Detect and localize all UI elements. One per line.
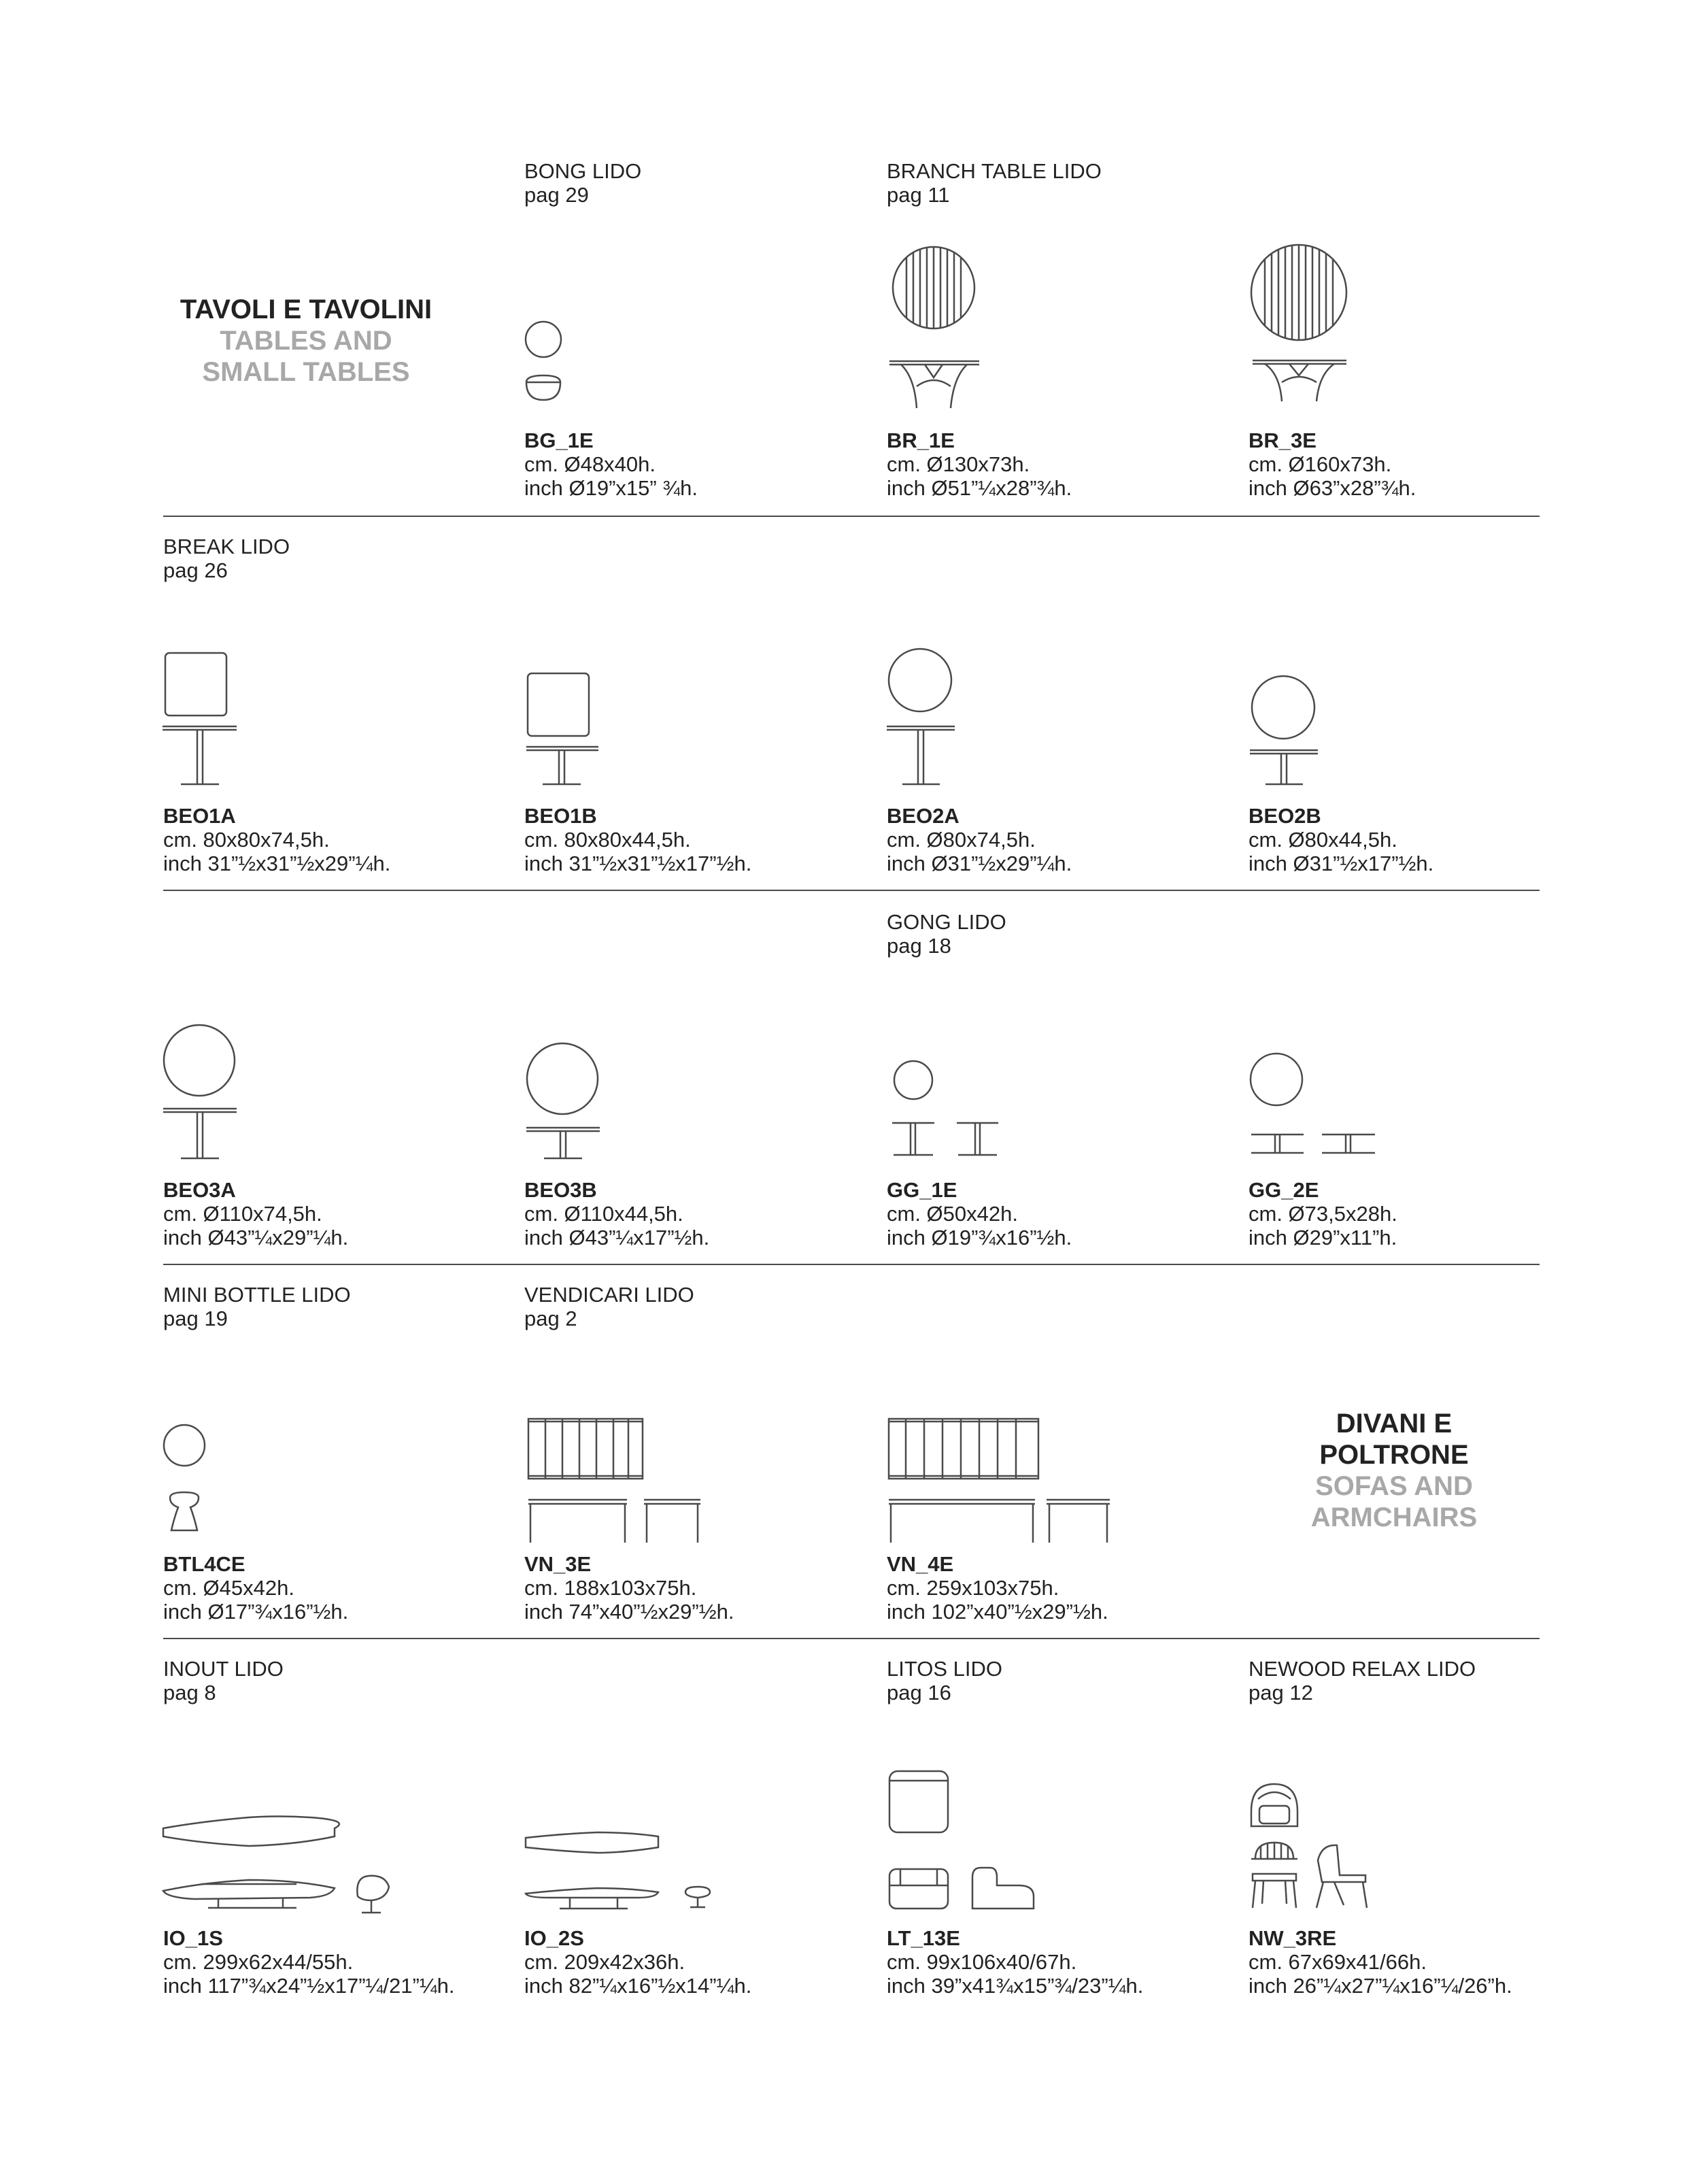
nw3re-drawing [1246,1779,1375,1918]
io2s-drawing [522,1830,726,1918]
product-inch-beo3a: inch Ø43”¼x29”¼h. [163,1226,349,1249]
product-cm-br1e: cm. Ø130x73h. [887,452,1030,476]
product-inch-lt13e: inch 39”x41¾x15”¾/23”¼h. [887,1974,1144,1998]
br1e-drawing [884,238,1006,422]
collection-page-branch: pag 11 [887,183,950,207]
product-cm-beo3b: cm. Ø110x44,5h. [524,1202,683,1226]
collection-name-litos: LITOS LIDO [887,1657,1002,1681]
collection-page-break: pag 26 [163,558,228,582]
heading-sofas-en-2: ARMCHAIRS [1310,1502,1478,1532]
product-inch-beo2a: inch Ø31”½x29”¼h. [887,852,1072,875]
collection-name-vendicari: VENDICARI LIDO [524,1283,694,1307]
product-code-io2s: IO_2S [524,1926,584,1950]
product-cm-beo3a: cm. Ø110x74,5h. [163,1202,322,1226]
product-code-br1e: BR_1E [887,429,955,452]
product-inch-br1e: inch Ø51”¼x28”¾h. [887,476,1072,500]
collection-name-break: BREAK LIDO [163,535,290,558]
product-cm-beo1b: cm. 80x80x44,5h. [524,828,691,852]
product-cm-gg2e: cm. Ø73,5x28h. [1249,1202,1397,1226]
collection-page-gong: pag 18 [887,934,951,958]
product-cm-gg1e: cm. Ø50x42h. [887,1202,1018,1226]
divider-1 [163,516,1540,517]
product-inch-gg1e: inch Ø19”¾x16”½h. [887,1226,1072,1249]
product-cm-nw3re: cm. 67x69x41/66h. [1249,1950,1427,1974]
beo1b-drawing [522,670,604,792]
bg1e-drawing [517,320,578,415]
collection-page-minibottle: pag 19 [163,1307,228,1330]
beo3a-drawing [160,1024,249,1166]
product-inch-io2s: inch 82”¼x16”½x14”¼h. [524,1974,752,1998]
product-code-beo3b: BEO3B [524,1178,597,1202]
collection-page-inout: pag 8 [163,1681,216,1704]
collection-page-vendicari: pag 2 [524,1307,577,1330]
heading-tables-en-1: TABLES AND [220,326,392,356]
product-code-vn4e: VN_4E [887,1552,954,1576]
product-inch-vn3e: inch 74”x40”½x29”½h. [524,1600,734,1624]
heading-sofas-it-2: POLTRONE [1319,1440,1469,1470]
heading-tables-it: TAVOLI E TAVOLINI [180,295,432,324]
divider-2 [163,890,1540,891]
product-code-beo1a: BEO1A [163,804,236,828]
section-heading-sofas [1244,1408,1544,1533]
product-code-gg1e: GG_1E [887,1178,957,1202]
br3e-drawing [1244,238,1380,422]
product-code-gg2e: GG_2E [1249,1178,1319,1202]
heading-sofas-it-1: DIVANI E [1336,1409,1453,1439]
product-code-nw3re: NW_3RE [1249,1926,1337,1950]
collection-page-litos: pag 16 [887,1681,951,1704]
lt13e-drawing [885,1768,1042,1918]
product-inch-beo1a: inch 31”½x31”½x29”¼h. [163,852,391,875]
product-code-lt13e: LT_13E [887,1926,960,1950]
product-cm-io2s: cm. 209x42x36h. [524,1950,685,1974]
heading-tables-en-2: SMALL TABLES [202,357,410,387]
product-code-br3e: BR_3E [1249,429,1317,452]
product-inch-bg1e: inch Ø19”x15” ¾h. [524,476,698,500]
product-inch-io1s: inch 117”¾x24”½x17”¼/21”¼h. [163,1974,455,1998]
collection-name-newood: NEWOOD RELAX LIDO [1249,1657,1476,1681]
product-inch-gg2e: inch Ø29”x11”h. [1249,1226,1397,1249]
beo2b-drawing [1246,673,1327,792]
product-inch-btl4ce: inch Ø17”¾x16”½h. [163,1600,349,1624]
collection-name-minibottle: MINI BOTTLE LIDO [163,1283,351,1307]
product-inch-vn4e: inch 102”x40”½x29”½h. [887,1600,1108,1624]
product-code-bg1e: BG_1E [524,429,594,452]
heading-sofas-en-1: SOFAS AND [1315,1471,1473,1501]
io1s-drawing [160,1816,419,1918]
product-code-io1s: IO_1S [163,1926,223,1950]
product-code-beo1b: BEO1B [524,804,597,828]
product-cm-vn4e: cm. 259x103x75h. [887,1576,1059,1600]
product-inch-nw3re: inch 26”¼x27”¼x16”¼/26”h. [1249,1974,1512,1998]
beo2a-drawing [884,646,966,792]
product-cm-bg1e: cm. Ø48x40h. [524,452,656,476]
product-code-vn3e: VN_3E [524,1552,592,1576]
product-inch-beo1b: inch 31”½x31”½x17”½h. [524,852,752,875]
gg2e-drawing [1246,1051,1382,1166]
product-cm-beo2b: cm. Ø80x44,5h. [1249,828,1397,852]
collection-name-gong: GONG LIDO [887,910,1006,934]
vn4e-drawing [885,1415,1117,1544]
beo3b-drawing [522,1041,611,1166]
product-cm-br3e: cm. Ø160x73h. [1249,452,1392,476]
product-code-beo3a: BEO3A [163,1178,236,1202]
product-code-beo2b: BEO2B [1249,804,1321,828]
collection-name-branch: BRANCH TABLE LIDO [887,159,1102,183]
product-cm-beo1a: cm. 80x80x74,5h. [163,828,330,852]
divider-4 [163,1638,1540,1639]
product-cm-lt13e: cm. 99x106x40/67h. [887,1950,1077,1974]
product-inch-beo2b: inch Ø31”½x17”½h. [1249,852,1434,875]
product-cm-beo2a: cm. Ø80x74,5h. [887,828,1036,852]
collection-name-inout: INOUT LIDO [163,1657,284,1681]
product-code-btl4ce: BTL4CE [163,1552,245,1576]
collection-page-newood: pag 12 [1249,1681,1313,1704]
product-inch-beo3b: inch Ø43”¼x17”½h. [524,1226,710,1249]
product-cm-btl4ce: cm. Ø45x42h. [163,1576,294,1600]
product-cm-vn3e: cm. 188x103x75h. [524,1576,697,1600]
section-heading-tables [163,294,449,388]
product-inch-br3e: inch Ø63”x28”¾h. [1249,476,1416,500]
gg1e-drawing [884,1058,1006,1166]
product-code-beo2a: BEO2A [887,804,960,828]
vn3e-drawing [525,1415,709,1544]
divider-3 [163,1264,1540,1265]
btl4ce-drawing [160,1422,222,1544]
collection-name-bong: BONG LIDO [524,159,642,183]
collection-page-bong: pag 29 [524,183,589,207]
beo1a-drawing [160,650,242,792]
product-cm-io1s: cm. 299x62x44/55h. [163,1950,354,1974]
